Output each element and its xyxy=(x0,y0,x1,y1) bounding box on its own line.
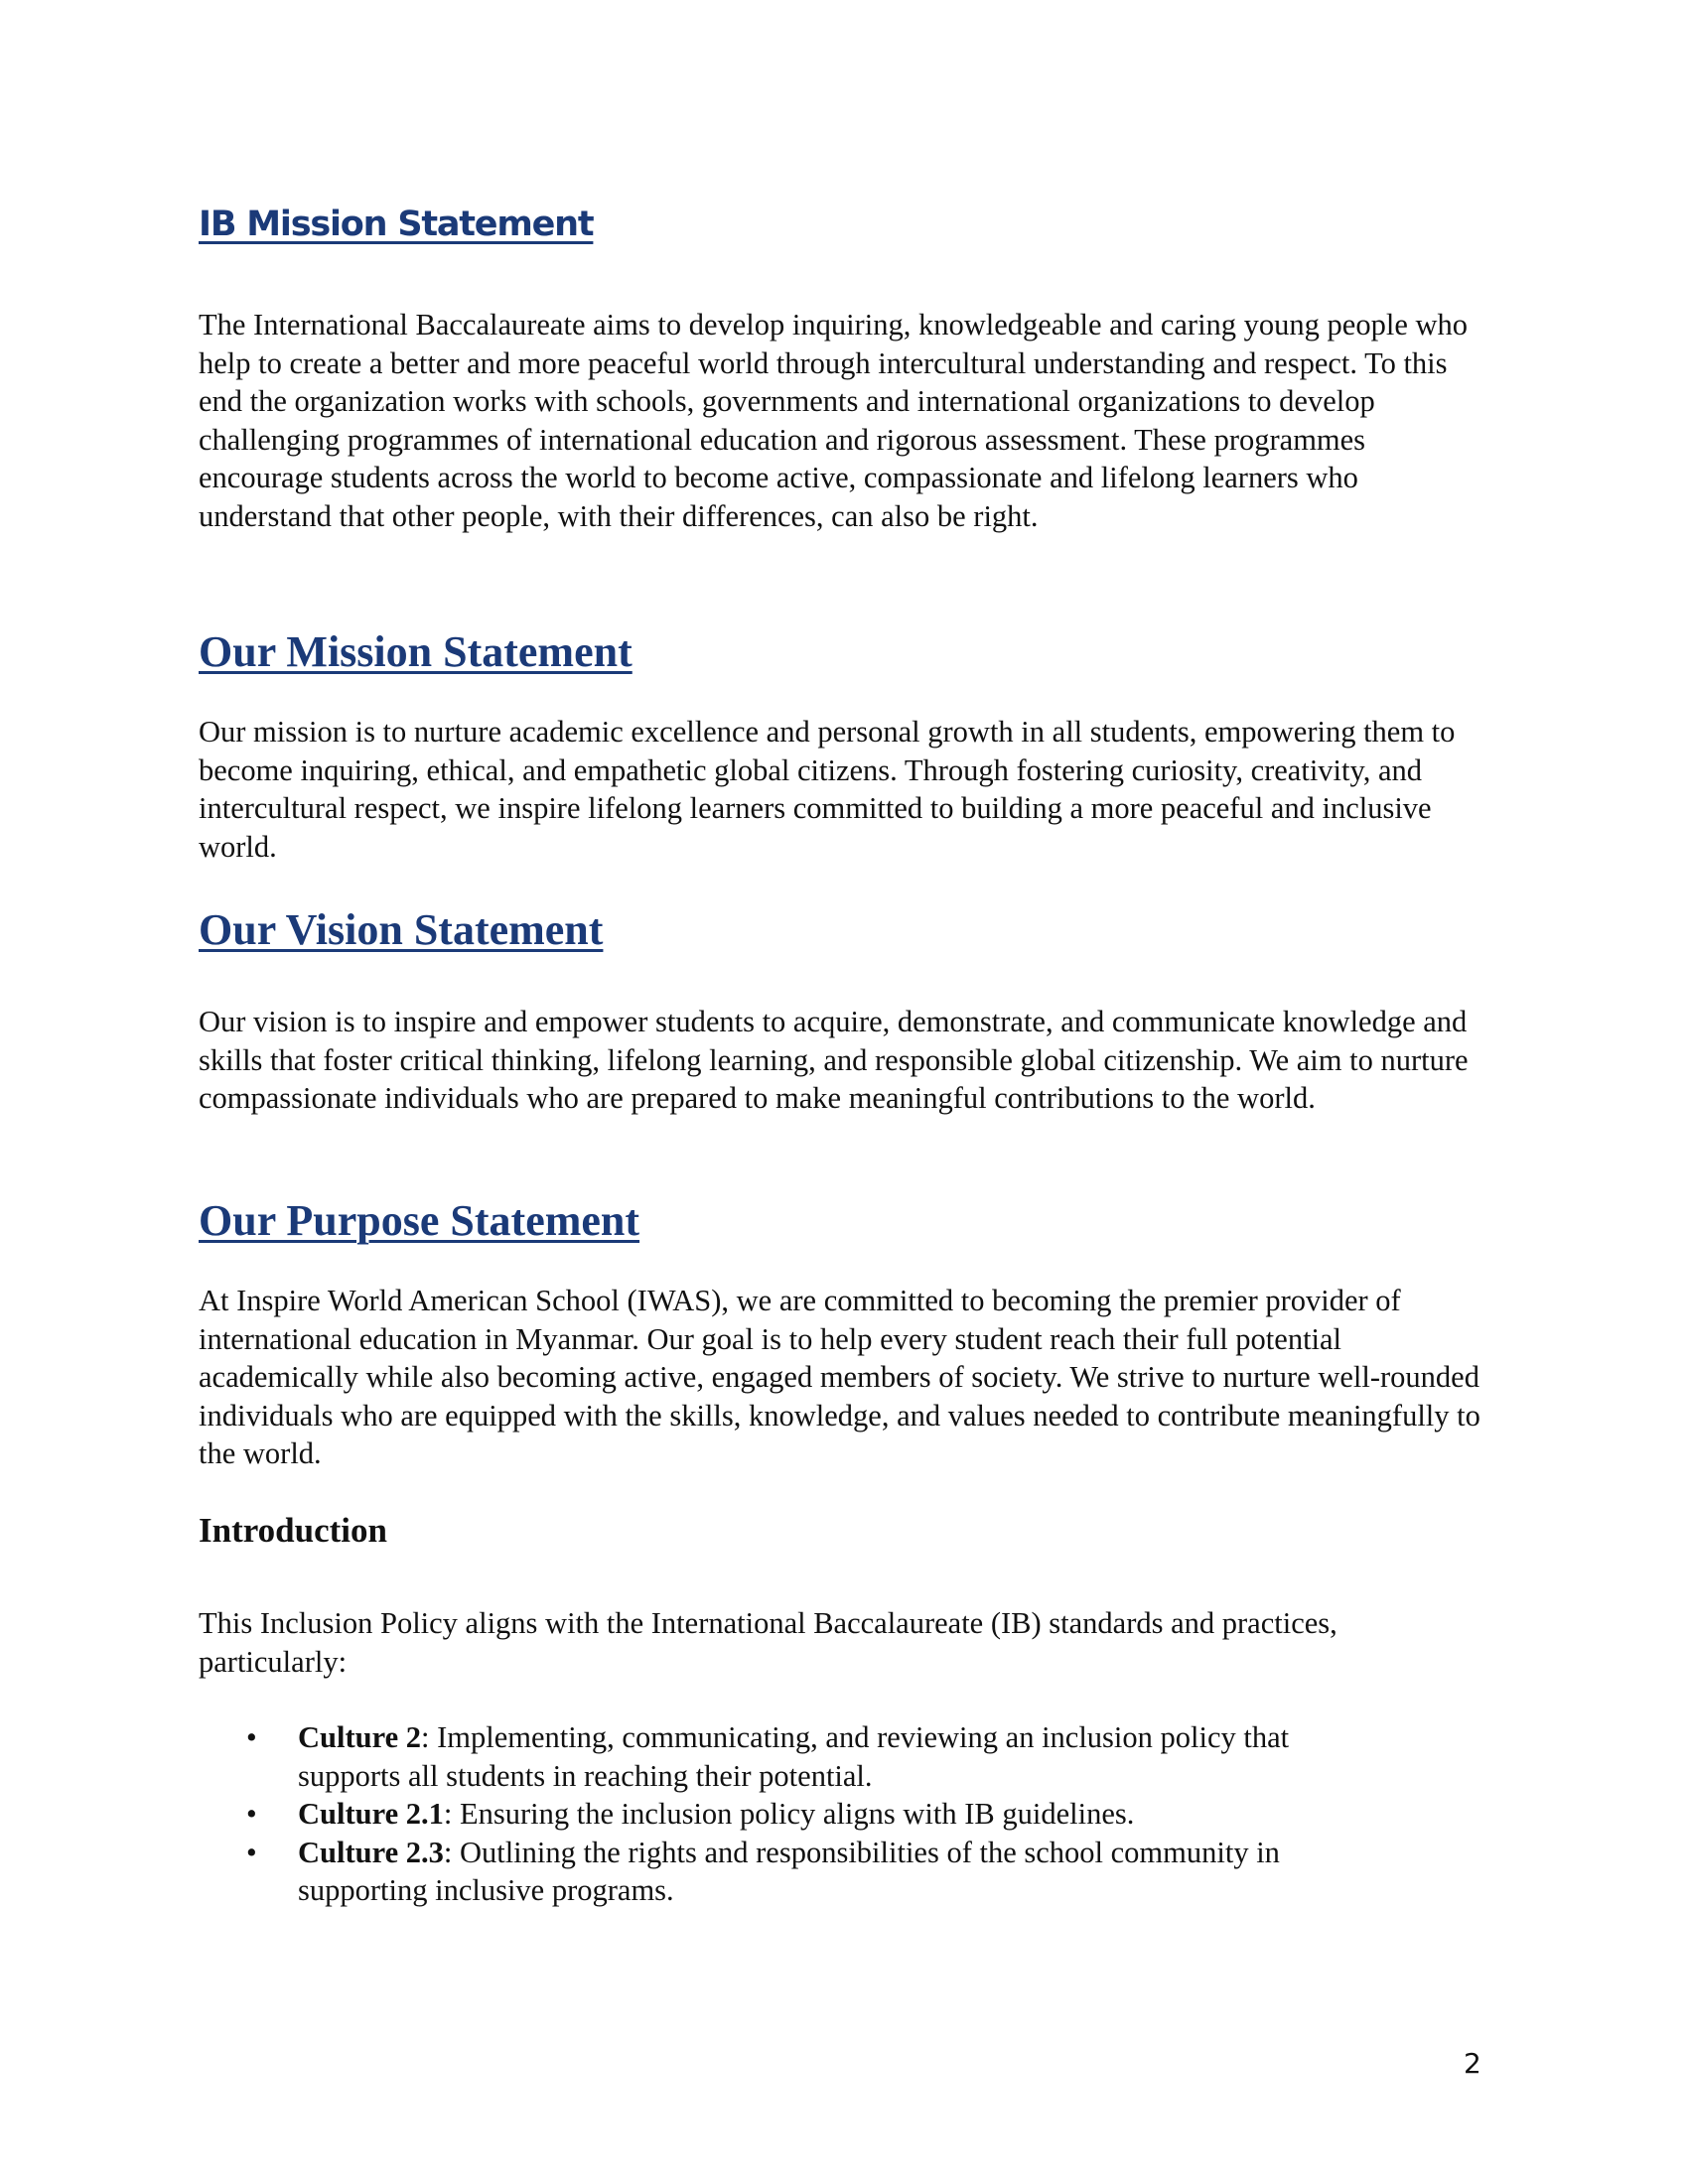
bullet-icon: • xyxy=(246,1720,257,1754)
ib-mission-body: The International Baccalaureate aims to develop inquiring, knowledgeable and caring young people who help to create a better and more peaceful world through intercultural understanding and respect. To this end the organization works with schools, governments and international organizations to develop challenging programmes of international education and rigorous assessment. These programmes encourage students across the world to become active, compassionate and lifelong learners who understand that other people, with their differences, can also be right. xyxy=(199,308,1469,533)
page-number: 2 xyxy=(1464,2047,1481,2080)
section-our-mission xyxy=(199,627,1499,677)
ib-standards-list-wrap xyxy=(199,1718,1499,1910)
list-item xyxy=(199,1834,1390,1910)
standard-label: Culture 2 xyxy=(298,1720,421,1754)
our-vision-body: Our vision is to inspire and empower students to acquire, demonstrate, and communicate knowledge and skills that foster critical thinking, lifelong learning, and responsible global citizenship. We aim to nurture compassionate individuals who are prepared to make meaningful contributions to the world. xyxy=(199,1005,1469,1115)
section-our-vision xyxy=(199,905,1499,955)
standard-text: : Ensuring the inclusion policy aligns with IB guidelines. xyxy=(443,1797,1135,1831)
standard-text: : Outlining the rights and responsibilities of the school community in supporting inclusive programs. xyxy=(298,1835,1280,1907)
bullet-icon: • xyxy=(246,1797,257,1831)
heading-our-mission: Our Mission Statement xyxy=(199,627,633,676)
heading-introduction: Introduction xyxy=(199,1511,387,1550)
section-our-purpose xyxy=(199,1196,1499,1246)
our-mission-body: Our mission is to nurture academic excellence and personal growth in all students, empowering them to become inquiring, ethical, and empathetic global citizens. Through fostering curiosity, creativity, and intercultural respect, we inspire lifelong learners committed to building a more peaceful and inclusive world. xyxy=(199,715,1456,864)
bullet-icon: • xyxy=(246,1835,257,1869)
heading-our-purpose: Our Purpose Statement xyxy=(199,1196,640,1245)
section-introduction xyxy=(199,1509,1499,1553)
heading-ib-mission: IB Mission Statement xyxy=(199,205,594,244)
standard-text: : Implementing, communicating, and reviewing an inclusion policy that supports all students in reaching their potential. xyxy=(298,1720,1290,1793)
heading-our-vision: Our Vision Statement xyxy=(199,905,604,954)
list-item xyxy=(199,1718,1390,1795)
ib-standards-list xyxy=(199,1718,1390,1910)
list-item xyxy=(199,1795,1390,1834)
ib-mission-body-wrap xyxy=(199,306,1499,535)
standard-label: Culture 2.1 xyxy=(298,1797,444,1831)
our-vision-body-wrap xyxy=(199,1003,1499,1118)
introduction-body-wrap xyxy=(199,1604,1499,1681)
our-purpose-body-wrap xyxy=(199,1282,1499,1473)
introduction-body: This Inclusion Policy aligns with the International Baccalaureate (IB) standards and practices, particularly: xyxy=(199,1606,1337,1679)
our-mission-body-wrap xyxy=(199,713,1499,866)
section-ib-mission xyxy=(199,203,1499,246)
our-purpose-body: At Inspire World American School (IWAS), we are committed to becoming the premier provider of international education in Myanmar. Our goal is to help every student reach their full potential academically while also becoming active, engaged members of society. We strive to nurture well-rounded individuals who are equipped with the skills, knowledge, and values needed to contribute meaningfully to the world. xyxy=(199,1284,1480,1470)
standard-label: Culture 2.3 xyxy=(298,1835,444,1869)
